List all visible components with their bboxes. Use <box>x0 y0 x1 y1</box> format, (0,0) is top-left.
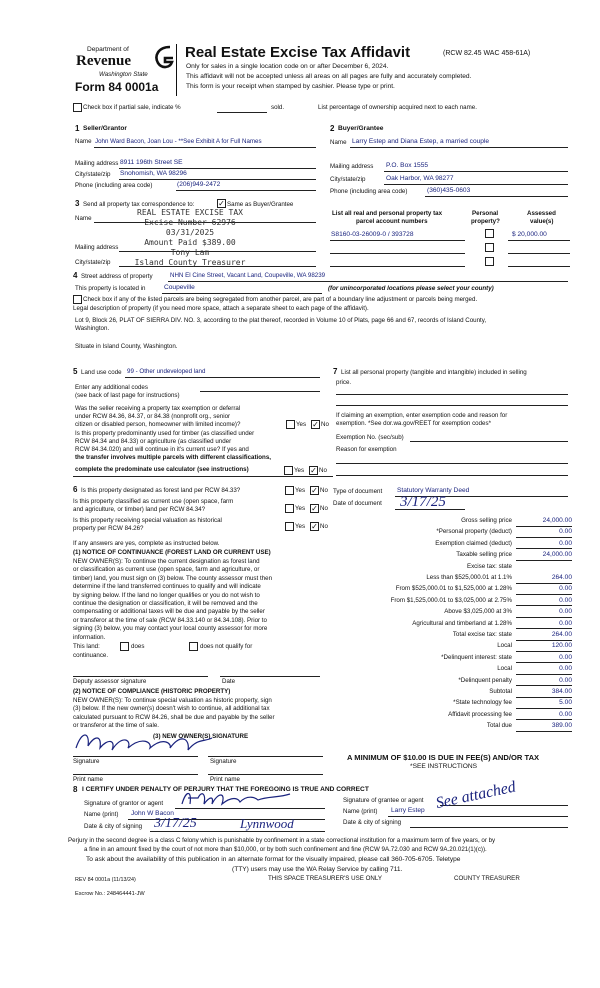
forest-no-checkbox[interactable]: ✓ <box>311 486 318 495</box>
exemption-number-field[interactable] <box>410 441 568 442</box>
grantor-name-label: Name (print) <box>84 811 119 818</box>
doc-date-label: Date of document <box>333 500 382 507</box>
exemption-instructions-1: If claiming an exemption, enter exemption code and reason for <box>336 412 508 419</box>
owner-signature-line-2[interactable] <box>208 756 323 757</box>
land-use-label: Land use code <box>81 369 122 376</box>
historic-yes-checkbox[interactable] <box>285 522 294 531</box>
seller-city-field[interactable]: Snohomish, WA 98296 <box>120 170 187 177</box>
grantor-signature[interactable] <box>178 786 298 810</box>
notice-continuance-line: or transferor at the time of sale (RCW 84.33.140 or 84.34.108). Prior to <box>73 616 267 624</box>
located-in-line <box>162 293 322 294</box>
forest-yes-label: Yes <box>295 487 306 494</box>
buyer-city-label: City/state/zip <box>330 176 366 183</box>
exemption-number-label: Exemption No. (sec/sub) <box>336 434 404 441</box>
personal-property-checkbox-3[interactable] <box>485 257 494 266</box>
revision-label: REV 84 0001a (11/13/24) <box>75 877 136 883</box>
treasurer-use-label: THIS SPACE TREASURER'S USE ONLY <box>268 875 382 882</box>
tax-row-line <box>516 708 572 709</box>
stamp-line-6: Island County Treasurer <box>134 258 246 267</box>
grantee-date-label: Date & city of signing <box>343 819 402 826</box>
tax-row-label: Exemption claimed (deduct) <box>435 539 512 547</box>
tax-row-value[interactable]: 0.00 <box>559 619 572 627</box>
exemption-question-1b: under RCW 84.36, 84.37, or 84.38 (nonprofit org., senior <box>75 413 231 420</box>
alt-format-note-2: (TTY) users may use the WA Relay Service by calling 711. <box>232 866 403 873</box>
grantor-date-label: Date & city of signing <box>84 823 143 830</box>
legal-description-line-1: Lot 9, Block 26, PLAT OF SIERRA DIV. NO. 3, according to the plat thereof, recorded in Volume 10 of Plats, page 66 and 67, records of Island County, <box>75 317 487 324</box>
buyer-phone-label: Phone (including area code) <box>330 188 408 195</box>
tax-row-value[interactable]: 0.00 <box>559 596 572 604</box>
doc-type-field[interactable]: Statutory Warranty Deed <box>397 487 470 494</box>
minimum-fee-note: A MINIMUM OF $10.00 IS DUE IN FEE(S) AND/OR TAX <box>347 753 540 762</box>
segregated-checkbox[interactable] <box>73 295 82 304</box>
tax-row-line <box>516 640 572 641</box>
timber-question-d: the transfer involves multiple parcels with different classifications, <box>75 454 271 461</box>
notice-continuance-line: NEW OWNER(S): To continue the current designation as forest land <box>73 558 260 565</box>
section4-number: 4 <box>73 271 78 280</box>
personal-property-label-1: List all personal property (tangible and intangible) included in selling <box>341 369 527 376</box>
tax-row-line <box>516 731 572 732</box>
tax-row-value[interactable]: 0.00 <box>559 585 572 593</box>
tax-row-label: From $525,000.01 to $1,525,000 at 1.28% <box>395 585 512 593</box>
tax-row-value[interactable]: 24,000.00 <box>542 517 572 524</box>
form-number: Form 84 0001a <box>75 80 159 94</box>
grantor-date-line <box>150 831 325 832</box>
buyer-name-label: Name <box>330 139 347 146</box>
q2-yes-label: Yes <box>294 467 305 474</box>
escrow-number: Escrow No.: 248464441-JW <box>75 891 145 897</box>
current-use-no-label: No <box>320 505 328 512</box>
tax-row-value[interactable]: 0.00 <box>559 710 572 718</box>
tax-row-line <box>516 605 572 606</box>
perjury-note-2: a fine in an amount fixed by the court of not more than $10,000, or by both such confinement and fine (RCW 9A.72.030 and RCW 9A.20.021(1)(c)). <box>84 846 487 853</box>
personal-header-2: property? <box>471 218 500 225</box>
owner-signature-label-1: Signature <box>73 758 100 765</box>
tax-row-label: *Delinquent interest: state <box>441 653 512 661</box>
assessed-value-1[interactable]: $ 20,000.00 <box>512 231 547 238</box>
tax-row-label: Total excise tax: state <box>452 631 512 638</box>
does-not-qualify-label: does not qualify for <box>200 643 253 650</box>
buyer-mailing-field[interactable]: P.O. Box 1555 <box>386 162 429 169</box>
revenue-logo-text: Revenue <box>76 53 131 69</box>
this-land-label: This land: <box>73 643 100 650</box>
stamp-line-1: REAL ESTATE EXCISE TAX <box>137 208 243 217</box>
additional-codes-label-1: Enter any additional codes <box>75 384 148 391</box>
if-yes-note: If any answers are yes, complete as instructed below. <box>73 540 220 547</box>
exemption-reason-line-2[interactable] <box>336 475 568 476</box>
notice-continuance-line: timber) land, you must sign on (3) below. The county assessor must then <box>73 574 273 582</box>
current-use-no-checkbox[interactable]: ✓ <box>311 504 318 513</box>
doc-type-label: Type of document <box>333 488 383 495</box>
notice-compliance-title: (2) NOTICE OF COMPLIANCE (HISTORIC PROPERTY) <box>73 688 231 695</box>
alt-format-note-1: To ask about the availability of this publication in an alternate format for the visually impaired, please call 360-705-6705. Teletype <box>86 856 461 863</box>
buyer-mailing-label: Mailing address <box>330 163 374 170</box>
tax-row-line <box>516 537 572 538</box>
owner-print-line-2[interactable] <box>208 774 323 775</box>
dor-logo-icon <box>152 44 174 70</box>
tax-row-value[interactable]: 120.00 <box>551 642 572 650</box>
partial-sale-checkbox[interactable] <box>73 103 82 112</box>
street-address-field[interactable]: NHN El Cine Street, Vacant Land, Coupeville, WA 98239 <box>170 272 326 279</box>
continuance-label: continuance. <box>73 652 109 659</box>
assessed-header-1: Assessed <box>527 210 556 217</box>
section3-name-label: Name <box>75 215 92 222</box>
tax-row-line <box>516 674 572 675</box>
tax-row-label: Less than $525,000.01 at 1.1% <box>426 574 512 581</box>
personal-header-1: Personal <box>472 210 499 217</box>
street-address-label: Street address of property <box>81 273 153 280</box>
tax-row-line <box>516 526 572 527</box>
historic-no-checkbox[interactable]: ✓ <box>311 522 318 531</box>
owner-print-label-2: Print name <box>210 776 240 783</box>
section3-number: 3 <box>75 199 80 208</box>
tax-row-value[interactable]: 0.00 <box>559 665 572 673</box>
grantor-date-field[interactable]: 3/17/25 <box>154 816 197 831</box>
tax-row-line <box>516 594 572 595</box>
tax-row-label: *Delinquent penalty <box>458 676 512 684</box>
tax-row-line <box>516 560 572 561</box>
tax-row-line <box>516 719 572 720</box>
county-treasurer-label: COUNTY TREASURER <box>454 875 520 882</box>
header-note-3: This form is your receipt when stamped by cashier. Please type or print. <box>186 83 395 90</box>
tax-row-label: Taxable selling price <box>456 551 512 559</box>
exemption-question-1a: Was the seller receiving a property tax exemption or deferral <box>75 405 241 412</box>
buyer-phone-line <box>425 196 568 197</box>
notice-compliance-line: or transferor at the time of sale. <box>73 722 159 730</box>
seller-heading: Seller/Grantor <box>83 125 127 132</box>
form-title: Real Estate Excise Tax Affidavit <box>185 44 411 61</box>
tax-row-value[interactable]: 24,000.00 <box>542 551 572 559</box>
rcw-reference: (RCW 82.45 WAC 458-61A) <box>443 50 531 57</box>
stamp-line-3: 03/31/2025 <box>165 228 215 237</box>
tax-row-label: *Personal property (deduct) <box>436 528 512 536</box>
tax-row-value[interactable]: 0.00 <box>559 653 572 661</box>
assessed-line-3[interactable] <box>508 266 570 267</box>
does-qualify-label: does <box>131 643 145 650</box>
historic-question-a: Is this property receiving special valuation as historical <box>73 517 222 524</box>
buyer-heading: Buyer/Grantee <box>338 125 384 132</box>
new-owner-signature-heading: (3) NEW OWNER(S) SIGNATURE <box>153 733 249 740</box>
tax-row-line <box>516 628 572 629</box>
land-use-line <box>125 377 320 378</box>
grantee-signature-label: Signature of grantee or agent <box>343 797 424 804</box>
notice-continuance-line: continue the designation or classification, it will be removed and the <box>73 600 258 607</box>
grantor-signature-label: Signature of grantor or agent <box>84 800 164 807</box>
buyer-city-line <box>384 184 568 185</box>
current-use-yes-checkbox[interactable] <box>285 504 294 513</box>
tax-row-label: Total due <box>486 722 512 730</box>
historic-no-label: No <box>320 523 328 530</box>
deputy-signature-line[interactable] <box>73 676 208 677</box>
tax-row-value[interactable]: 264.00 <box>551 574 572 581</box>
seller-mailing-line <box>119 168 316 169</box>
tax-row-label: Above $3,025,000 at 3% <box>444 608 512 616</box>
q2-yes-checkbox[interactable] <box>284 466 293 475</box>
notice-continuance-line: information. <box>73 633 106 641</box>
buyer-name-line <box>350 147 568 148</box>
legal-description-line-3: Situate in Island County, Washington. <box>75 343 178 350</box>
tax-row-label: From $1,525,000.01 to $3,025,000 at 2.75% <box>390 596 512 604</box>
seller-city-label: City/state/zip <box>75 171 111 178</box>
tax-row-value[interactable]: 0.00 <box>559 676 572 684</box>
grantee-date-line <box>410 827 568 828</box>
grantor-signature-line <box>175 808 325 809</box>
tax-row-line <box>516 651 572 652</box>
tax-row-label: Local <box>497 642 512 650</box>
q1-yes-label: Yes <box>296 421 307 428</box>
tax-row-label: Excise tax: state <box>466 562 512 570</box>
forest-yes-checkbox[interactable] <box>285 486 294 495</box>
stamp-line-5: Tony Lam <box>170 248 210 257</box>
ownership-note: List percentage of ownership acquired next to each name. <box>318 104 477 111</box>
tax-row-label: Gross selling price <box>461 517 512 524</box>
stamp-line-4: Amount Paid $389.00 <box>144 238 236 247</box>
assessed-line-1 <box>508 240 570 241</box>
personal-property-checkbox-1[interactable] <box>485 229 494 238</box>
notice-compliance-line: NEW OWNER(S): To continue special valuation as historic property, sign <box>73 697 272 704</box>
q1-no-checkbox[interactable]: ✓ <box>312 420 319 429</box>
tax-row-value[interactable]: 384.00 <box>551 688 572 695</box>
q2-no-label: No <box>319 467 327 474</box>
owner-print-line-1[interactable] <box>73 774 198 775</box>
buyer-mailing-line <box>384 171 568 172</box>
timber-question-b: RCW 84.34 and 84.33) or agriculture (as classified under <box>75 438 232 445</box>
grantee-name-line <box>388 816 568 817</box>
seller-phone-line <box>176 190 316 191</box>
seller-mailing-field[interactable]: 8911 196th Street SE <box>120 159 183 166</box>
exemption-reason-label: Reason for exemption <box>336 446 397 453</box>
segregated-label: Check box if any of the listed parcels are being segregated from another parcel, are part of a boundary line adjustment or parcels being merged. <box>83 296 478 303</box>
street-address-line <box>168 281 568 282</box>
same-as-buyer-checkbox[interactable]: ✓ <box>218 199 225 208</box>
section3-mailing-label: Mailing address <box>75 244 119 251</box>
state-label: Washington State <box>99 71 148 78</box>
section5-number: 5 <box>73 367 78 376</box>
doc-date-line <box>395 509 465 510</box>
tax-row-value[interactable]: 389.00 <box>551 722 572 730</box>
owner-signature-label-2: Signature <box>210 758 237 765</box>
current-use-yes-label: Yes <box>295 505 306 512</box>
deputy-date-label: Date <box>222 678 236 685</box>
section3-label: Send all property tax correspondence to: <box>83 201 195 208</box>
deputy-signature-label: Deputy assessor signature <box>73 678 147 685</box>
section3-city-label: City/state/zip <box>75 259 111 266</box>
grantor-city-field[interactable]: Lynnwood <box>240 816 294 831</box>
dept-label: Department of <box>87 46 129 53</box>
seller-phone-field[interactable]: (206)949-2472 <box>177 181 221 188</box>
section8-number: 8 <box>73 785 78 794</box>
timber-question-a: Is this property predominantly used for timber (as classified under <box>75 430 255 437</box>
certify-statement: I CERTIFY UNDER PENALTY OF PERJURY THAT THE FOREGOING IS TRUE AND CORRECT <box>82 786 369 793</box>
exemption-question-1c: citizen or disabled person, homeowner with limited income)? <box>75 421 241 428</box>
additional-codes-label-2: (see back of last page for instructions) <box>75 392 180 399</box>
parcel-number-1[interactable]: S8160-03-26009-0 / 393728 <box>331 231 414 238</box>
buyer-city-field[interactable]: Oak Harbor, WA 98277 <box>386 175 454 182</box>
perjury-note-1: Perjury in the second degree is a class C felony which is punishable by confinement in a state correctional institution for a maximum term of five years, or by <box>68 837 496 844</box>
notice-continuance-line: compensating or additional taxes will be due and payable by the seller <box>73 608 265 616</box>
tax-row-line <box>516 617 572 618</box>
q2-no-checkbox[interactable]: ✓ <box>310 466 317 475</box>
parcel-header-2: parcel account numbers <box>356 218 428 225</box>
deputy-date-line[interactable] <box>220 676 320 677</box>
buyer-phone-field[interactable]: (360)435-0603 <box>427 187 471 194</box>
legal-description-label: Legal description of property (if you need more space, attach a separate sheet to each page of the affidavit). <box>73 305 369 312</box>
grantor-name-field[interactable]: John W Bacon <box>131 810 174 817</box>
buyer-section-number: 2 <box>330 124 335 133</box>
parcel-line-1 <box>330 240 465 241</box>
exemption-instructions-2: exemption. *See dor.wa.gov/REET for exemption codes* <box>336 420 492 427</box>
tax-row-value[interactable]: 264.00 <box>551 631 572 638</box>
q1-yes-checkbox[interactable] <box>286 420 295 429</box>
partial-sale-percent-field[interactable] <box>217 112 267 113</box>
seller-name-line <box>94 147 316 148</box>
assessed-header-2: value(s) <box>530 218 554 225</box>
tax-row-line <box>516 685 572 686</box>
land-use-field[interactable]: 99 - Other undeveloped land <box>127 368 206 375</box>
buyer-name-field[interactable]: Larry Estep and Diana Estep, a married couple <box>352 138 490 145</box>
notice-continuance-line: determine if the land transferred continues to qualify and will indicate <box>73 583 261 591</box>
grantee-signature-see-attached[interactable]: See attached <box>434 778 518 813</box>
personal-property-line-2[interactable] <box>336 405 568 406</box>
seller-phone-label: Phone (including area code) <box>75 182 153 189</box>
header-note-2: This affidavit will not be accepted unless all areas on all pages are fully and accurately completed. <box>186 73 472 80</box>
tax-row-label: Subtotal <box>489 688 512 695</box>
does-qualify-checkbox[interactable] <box>120 642 129 651</box>
tax-row-line <box>516 583 572 584</box>
personal-property-line-1[interactable] <box>336 394 568 395</box>
owner-print-label-1: Print name <box>73 776 103 783</box>
grantee-name-field[interactable]: Larry Estep <box>391 807 425 814</box>
section5-divider <box>73 476 333 477</box>
sold-label: sold. <box>271 104 285 111</box>
timber-question-e: complete the predominate use calculator (see instructions) <box>75 466 249 473</box>
header-divider <box>176 44 177 96</box>
exemption-reason-line-1[interactable] <box>336 463 568 464</box>
located-in-label: This property is located in <box>75 285 146 292</box>
unincorporated-note: (for unincorporated locations please select your county) <box>328 285 494 292</box>
forest-land-question: Is this property designated as forest land per RCW 84.33? <box>81 487 241 494</box>
notice-continuance-line: signing (3) below, you may contact your local county assessor for more <box>73 625 268 633</box>
legal-description-line-2: Washington. <box>75 325 110 332</box>
historic-question-b: property per RCW 84.26? <box>73 525 144 532</box>
current-use-question-a: Is this property classified as current use (open space, farm <box>73 498 234 505</box>
notice-continuance-title: (1) NOTICE OF CONTINUANCE (FOREST LAND OR CURRENT USE) <box>73 549 271 556</box>
does-not-qualify-checkbox[interactable] <box>189 642 198 651</box>
see-instructions-note: *SEE INSTRUCTIONS <box>410 763 478 770</box>
seller-section-number: 1 <box>75 124 80 133</box>
new-owner-signature-scribble <box>72 726 222 756</box>
seller-name-label: Name <box>75 138 92 145</box>
same-as-buyer-label: Same as Buyer/Grantee <box>227 201 294 208</box>
seller-name-field[interactable]: John Ward Bacon, Joan Lou - **See Exhibit A for Full Names <box>95 138 262 145</box>
notice-continuance-line: by signing below. If the land no longer qualifies or you do not wish to <box>73 591 260 599</box>
notice-compliance-line: calculated pursuant to RCW 84.26, shall be due and payable by the seller <box>73 713 275 721</box>
section6-number: 6 <box>73 485 78 494</box>
parcel-line-3[interactable] <box>330 266 465 267</box>
personal-property-label-2: price. <box>336 379 352 386</box>
notice-compliance-line: (3) below. If the new owner(s) doesn't wish to continue, all additional tax <box>73 705 270 713</box>
tax-row-value[interactable]: 0.00 <box>559 539 572 547</box>
tax-row-value[interactable]: 0.00 <box>559 608 572 616</box>
grantee-name-label: Name (print) <box>343 808 378 815</box>
tax-row-label: Agricultural and timberland at 1.28% <box>412 619 512 627</box>
owner-signature-line-1[interactable] <box>73 756 198 757</box>
tax-row-line <box>516 662 572 663</box>
assessed-line-2[interactable] <box>508 253 570 254</box>
forest-no-label: No <box>320 487 328 494</box>
located-in-field[interactable]: Coupeville <box>164 284 195 291</box>
tax-row-label: *State technology fee <box>453 699 512 707</box>
personal-property-checkbox-2[interactable] <box>485 243 494 252</box>
q1-no-label: No <box>321 421 329 428</box>
stamp-line-2: Excise Number 62976 <box>144 218 236 227</box>
additional-codes-field[interactable] <box>200 391 320 392</box>
tax-row-label: Affidavit processing fee <box>448 710 512 718</box>
tax-row-line <box>516 548 572 549</box>
section7-number: 7 <box>333 367 338 376</box>
tax-row-label: Local <box>497 665 512 673</box>
current-use-question-b: and agriculture, or timber) land per RCW 84.34? <box>73 506 206 513</box>
parcel-header-1: List all real and personal property tax <box>332 210 443 217</box>
seller-city-line <box>119 179 316 180</box>
historic-yes-label: Yes <box>295 523 306 530</box>
parcel-line-2[interactable] <box>330 253 465 254</box>
partial-sale-label: Check box if partial sale, indicate % <box>83 104 181 111</box>
tax-row-line <box>516 697 572 698</box>
tax-row-value[interactable]: 0.00 <box>559 528 572 536</box>
tax-row-value[interactable]: 5.00 <box>559 699 572 707</box>
doc-date-field[interactable]: 3/17/25 <box>400 494 446 510</box>
header-note-1: Only for sales in a single location code on or after December 6, 2024. <box>186 63 389 70</box>
seller-mailing-label: Mailing address <box>75 160 119 167</box>
timber-question-c: RCW 84.34.020) and will continue in it's current use? If yes and <box>75 446 249 453</box>
notice-continuance-line: or classification as current use (open space, farm and agriculture, or <box>73 566 260 574</box>
